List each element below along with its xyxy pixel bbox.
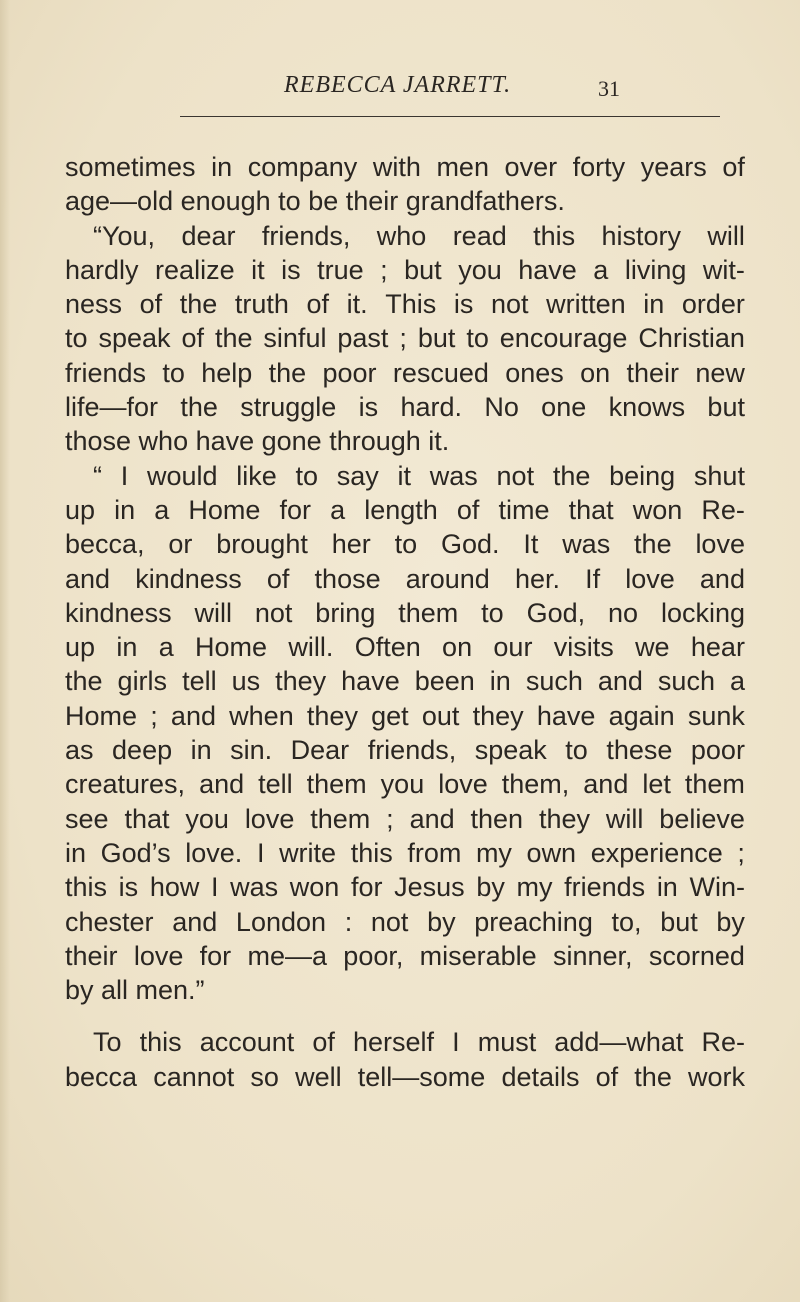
running-head-title: REBECCA JARRETT. [284,72,512,98]
text-line: the girls tell us they have been in such and such a [65,666,745,697]
text-line: becca, or brought her to God. It was the love [65,529,745,560]
text-line: ness of the truth of it. This is not written in order [65,289,745,320]
header-rule [180,116,720,117]
text-line: up in a Home for a length of time that won Re- [65,494,745,525]
text-line: and kindness of those around her. If love and [65,563,745,594]
text-line: hardly realize it is true ; but you have a living wit- [65,254,745,285]
text-line: as deep in sin. Dear friends, speak to these poor [65,735,745,766]
text-line: sometimes in company with men over forty years of [65,152,745,182]
paragraph-gap [65,1007,745,1025]
text-line: see that you love them ; and then they will believe [65,803,745,834]
text-line: age—old enough to be their grandfathers. [65,186,565,217]
text-line: becca cannot so well tell—some details of the work [65,1061,745,1092]
text-line: To this account of herself I must add—what Re- [93,1027,745,1058]
text-line: Home ; and when they get out they have again sunk [65,700,745,731]
text-line: creatures, and tell them you love them, and let them [65,769,745,800]
text-line: life—for the struggle is hard. No one knows but [65,392,745,423]
text-line: kindness will not bring them to God, no locking [65,597,745,628]
text-line: those who have gone through it. [65,426,450,457]
running-head [180,72,620,104]
page-gutter-shadow [0,0,10,1302]
text-line: chester and London : not by preaching to, but by [65,906,745,937]
text-line: friends to help the poor rescued ones on their new [65,357,745,388]
text-line: their love for me—a poor, miserable sinner, scorned [65,940,745,971]
text-line: “ I would like to say it was not the being shut [93,460,745,491]
body-text [65,150,745,1094]
text-line: by all men.” [65,975,205,1006]
text-line: up in a Home will. Often on our visits we hear [65,632,745,663]
text-line: in God’s love. I write this from my own experience ; [65,837,745,868]
page-number: 31 [598,76,620,101]
text-line: this is how I was won for Jesus by my friends in Win- [65,872,745,903]
text-line: to speak of the sinful past ; but to encourage Christian [65,323,745,354]
text-line: “You, dear friends, who read this history will [93,220,745,251]
